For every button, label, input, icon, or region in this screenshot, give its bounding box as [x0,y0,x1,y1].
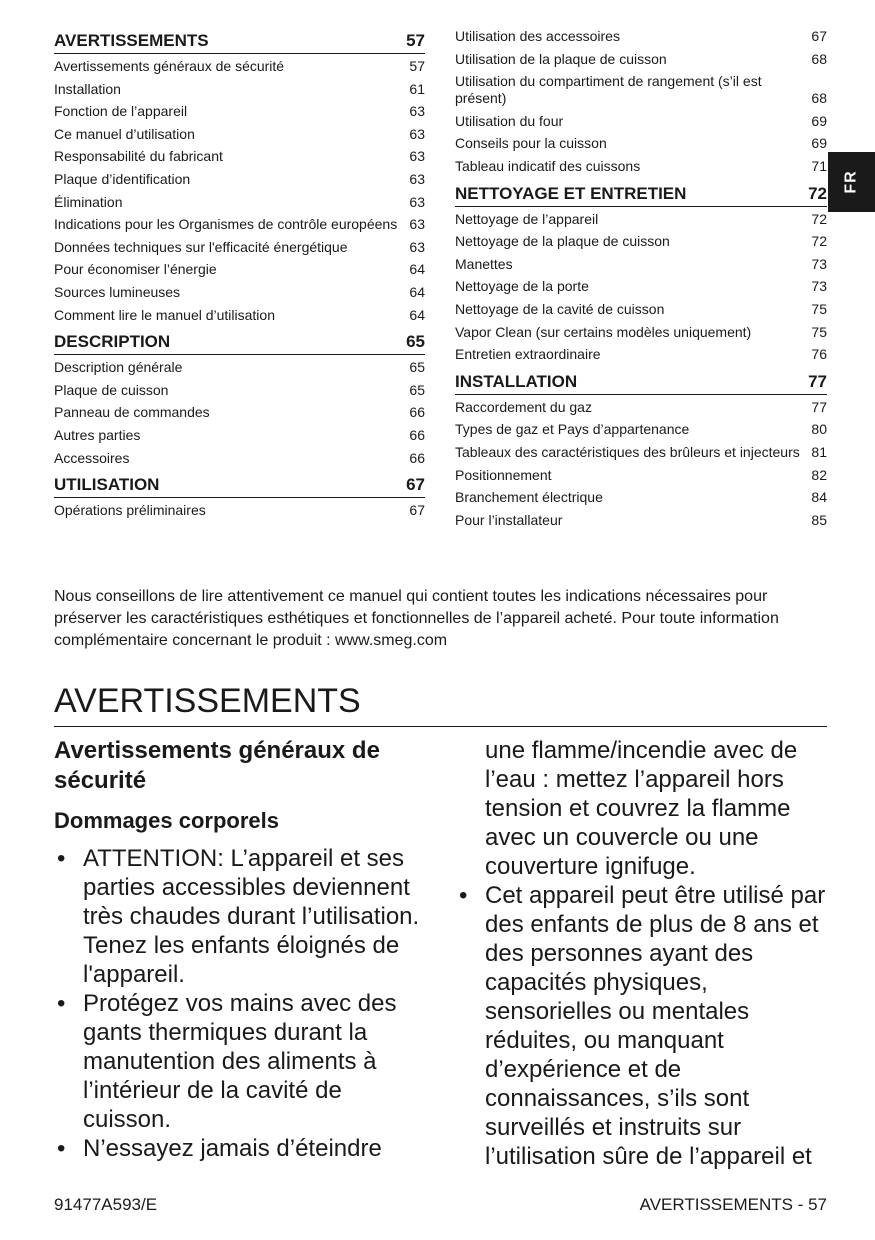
toc-entry [455,51,827,68]
list-item: • N’essayez jamais d’éteindre [57,1135,382,1162]
toc-entry [54,58,425,75]
bullet-icon: • [459,882,468,909]
toc-entry-page: 57 [409,58,425,74]
toc-entry-page: 82 [811,466,827,483]
toc-section-heading [54,28,425,54]
toc-heading-title: INSTALLATION [455,371,578,391]
toc-entry [54,103,425,120]
toc-heading-title: AVERTISSEMENTS [54,31,209,50]
footer-page-label: AVERTISSEMENTS - 57 [639,1195,827,1214]
toc-entry-page: 67 [409,502,425,519]
language-tab [828,152,875,212]
toc-entry [455,278,827,295]
toc-entry-title: Vapor Clean (sur certains modèles uniquement) [455,323,752,340]
toc-entry [455,467,827,484]
subsection-title: Avertissements généraux de sécurité [54,737,380,794]
toc-entry-page: 68 [811,90,827,107]
toc-entry-title: Autres parties [54,426,141,443]
toc-left-column [54,28,425,525]
toc-entry [54,126,425,143]
toc-entry-title: Nettoyage de la plaque de cuisson [455,233,670,250]
toc-entry-title: Tableau indicatif des cuissons [455,157,641,174]
toc-entry [455,346,827,363]
toc-entry-title: Raccordement du gaz [455,398,592,415]
toc-entry-page: 63 [409,170,425,187]
toc-entry-page: 68 [811,50,827,67]
toc-entry-title: Élimination [54,193,123,210]
toc-entry-page: 63 [409,103,425,120]
toc-entry-page: 64 [409,306,425,323]
toc-heading-page: 77 [808,371,827,391]
toc-entry-title: Types de gaz et Pays d’appartenance [455,421,690,438]
toc-section-heading [455,369,827,395]
text-column-left [54,736,426,1163]
toc-entry [54,148,425,165]
toc-entry-page: 63 [409,216,425,233]
toc-entry-title: Plaque d’identification [54,170,191,187]
toc-entry-page: 67 [811,28,827,44]
toc-entry [54,81,425,98]
toc-entry [455,28,827,45]
toc-entry-title: Responsabilité du fabricant [54,148,223,165]
toc-heading-title: NETTOYAGE ET ENTRETIEN [455,183,687,203]
toc-entry [455,301,827,318]
toc-entry-title: Ce manuel d’utilisation [54,125,195,142]
toc-heading-title: UTILISATION [54,475,160,495]
bullet-list-left [54,844,426,1163]
toc-entry [54,307,425,324]
toc-entry-page: 66 [409,449,425,466]
toc-entry-title: Nettoyage de la porte [455,278,589,295]
list-item: • Cet appareil peut être utilisé par des enfants de plus de 8 ans et des personnes ayant des capacités physiques, sensorielles ou mentales réduites, ou manquant d’expérience et de connaissances, s’ils sont surveillés et instruits sur l’utilisation sûre de l’appareil et [459,882,826,1170]
section-title: AVERTISSEMENTS [54,678,827,727]
list-item: • ATTENTION: L’appareil et ses parties accessibles deviennent très chaudes durant l’utilisation. Tenez les enfants éloignés de l'appareil. [57,845,420,988]
document-code: 91477A593/E [54,1195,158,1214]
toc-entry-page: 72 [811,233,827,250]
toc-entry-page: 81 [811,443,827,460]
toc-entry [455,158,827,175]
toc-entry [455,211,827,228]
bullet-icon: • [57,845,66,872]
toc-entry [54,450,425,467]
toc-entry-page: 63 [409,238,425,255]
toc-entry-page: 77 [811,398,827,415]
toc-entry-title: Pour économiser l’énergie [54,261,217,278]
toc-entry-title: Données techniques sur l'efficacité énergétique [54,238,348,255]
toc-entry-page: 71 [811,157,827,174]
toc-entry [455,489,827,506]
toc-entry-title: Manettes [455,255,513,272]
toc-heading-page: 57 [406,31,425,50]
toc-right-column [455,28,827,534]
toc-section-heading [54,472,425,498]
continued-paragraph: une flamme/incendie avec de l’eau : mettez l’appareil hors tension et couvrez la flamme avec un couvercle ou une couverture ignifuge. [485,737,798,880]
toc-entry [54,284,425,301]
toc-entry-page: 84 [811,489,827,506]
toc-entry-title: Nettoyage de l’appareil [455,210,599,227]
toc-entry [54,261,425,278]
toc-heading-title: DESCRIPTION [54,332,171,352]
toc-entry-page: 85 [811,511,827,528]
toc-section-heading [54,329,425,355]
toc-entry [455,135,827,152]
toc-entry-page: 75 [811,323,827,340]
toc-entry-title: Sources lumineuses [54,283,181,300]
toc-entry [54,404,425,421]
bullet-icon: • [57,990,66,1017]
toc-entry-title: Utilisation du four [455,112,564,129]
toc-entry-title: Conseils pour la cuisson [455,135,607,152]
toc-entry [54,194,425,211]
toc-heading-page: 72 [808,183,827,203]
sub-subsection-title: Dommages corporels [54,808,279,833]
toc-entry-page: 63 [409,125,425,142]
toc-entry-title: Utilisation du compartiment de rangement (s’il est présent) [455,73,762,107]
toc-entry [455,324,827,341]
toc-entry-page: 72 [811,210,827,227]
toc-entry-page: 61 [409,80,425,97]
toc-entry [455,444,827,461]
toc-entry-page: 69 [811,112,827,129]
toc-entry-title: Comment lire le manuel d’utilisation [54,306,275,323]
toc-entry-page: 63 [409,148,425,165]
toc-entry [54,216,425,233]
toc-entry-page: 65 [409,359,425,376]
toc-entry-page: 66 [409,404,425,421]
toc-entry [455,256,827,273]
language-tab-label: FR [842,170,860,194]
text-column-right [456,736,828,1171]
toc-entry-title: Indications pour les Organismes de contrôle européens [54,216,398,233]
toc-entry-title: Opérations préliminaires [54,502,206,519]
toc-entry-title: Utilisation des accessoires [455,28,620,44]
intro-paragraph: Nous conseillons de lire attentivement ce manuel qui contient toutes les indications nécessaires pour préserver les caractéristiques esthétiques et fonctionnelles de l’appareil acheté. Pour toute information complémentaire concernant le produit : www.smeg.com [54,588,779,649]
toc-entry-title: Tableaux des caractéristiques des brûleurs et injecteurs [455,443,800,460]
toc-entry-page: 69 [811,135,827,152]
toc-entry-page: 66 [409,426,425,443]
toc-entry [455,233,827,250]
page-footer [54,1194,827,1216]
toc-entry [455,73,827,107]
toc-entry-page: 64 [409,283,425,300]
list-item: • Protégez vos mains avec des gants thermiques durant la manutention des aliments à l’intérieur de la cavité de cuisson. [57,990,397,1133]
toc-entry-title: Entretien extraordinaire [455,346,601,363]
toc-entry-title: Avertissements généraux de sécurité [54,58,285,74]
toc-entry-page: 63 [409,193,425,210]
toc-entry [54,382,425,399]
toc-entry-page: 64 [409,261,425,278]
toc-entry-title: Accessoires [54,449,130,466]
toc-entry-title: Plaque de cuisson [54,381,169,398]
toc-entry [455,421,827,438]
toc-entry-title: Pour l’installateur [455,511,563,528]
toc-entry [54,359,425,376]
toc-entry-title: Fonction de l’appareil [54,103,188,120]
toc-heading-page: 65 [406,332,425,352]
toc-entry-title: Panneau de commandes [54,404,210,421]
bullet-list-right [456,881,828,1171]
toc-entry [54,239,425,256]
toc-heading-page: 67 [406,475,425,495]
toc-entry [455,113,827,130]
toc-entry-title: Installation [54,80,121,97]
toc-entry-page: 73 [811,278,827,295]
toc-entry-page: 76 [811,346,827,363]
toc-entry [54,427,425,444]
bullet-icon: • [57,1135,66,1162]
toc-entry-title: Utilisation de la plaque de cuisson [455,50,667,67]
toc-entry-page: 65 [409,381,425,398]
toc-section-heading [455,181,827,207]
toc-entry [54,502,425,519]
toc-entry [455,512,827,529]
toc-entry-page: 80 [811,421,827,438]
toc-entry-title: Positionnement [455,466,552,483]
toc-entry-page: 75 [811,300,827,317]
toc-entry-title: Nettoyage de la cavité de cuisson [455,300,665,317]
toc-entry-page: 73 [811,255,827,272]
toc-entry [54,171,425,188]
toc-entry [455,399,827,416]
toc-entry-title: Branchement électrique [455,489,603,506]
toc-entry-title: Description générale [54,359,183,376]
